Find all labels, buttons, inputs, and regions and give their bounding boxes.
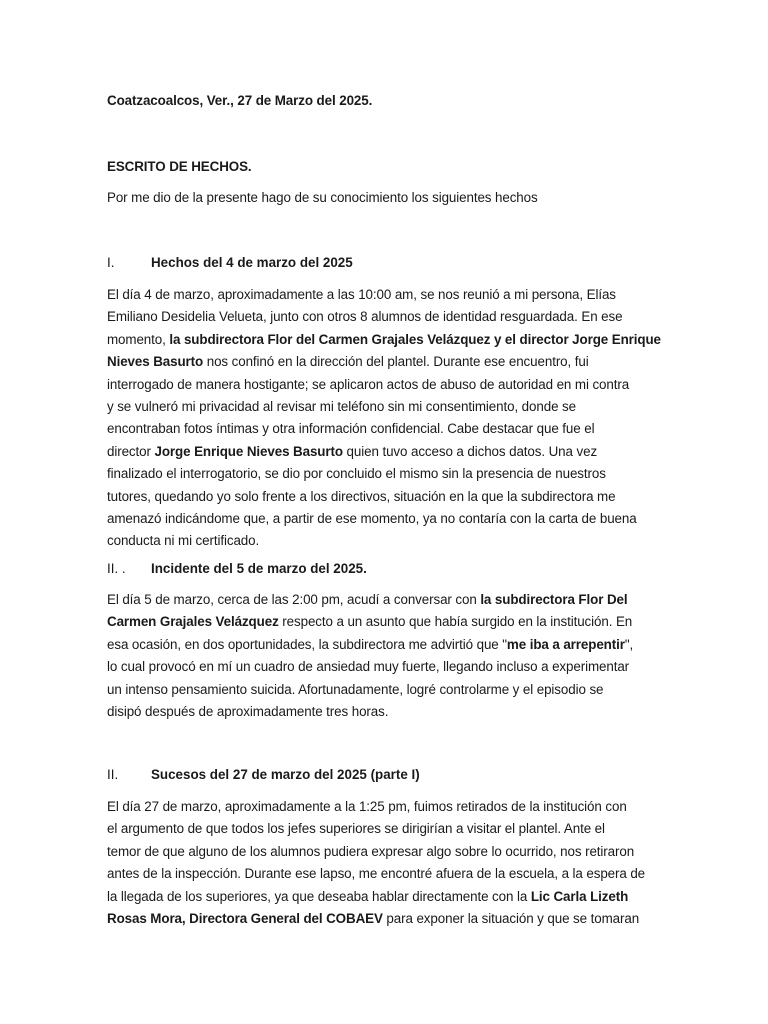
text-run: tutores, quedando yo solo frente a los directivos, situación en la que la subdirectora me: [107, 488, 616, 504]
section-title: Hechos del 4 de marzo del 2025: [151, 255, 353, 270]
paragraph-line: [107, 863, 663, 885]
section-body-3: [107, 796, 663, 930]
bold-text-run: Lic Carla Lizeth: [530, 888, 629, 904]
intro-paragraph: Por me dio de la presente hago de su conocimiento los siguientes hechos: [107, 190, 538, 205]
section-number: I.: [107, 255, 115, 270]
paragraph-line: [107, 886, 663, 908]
text-run: y se vulneró mi privacidad al revisar mi teléfono sin mi consentimiento, donde se: [107, 399, 576, 415]
paragraph-line: [107, 841, 663, 863]
bold-text-run: Rosas Mora, Directora General del COBAEV: [107, 911, 383, 927]
paragraph-line: [107, 589, 663, 611]
bold-text-run: Carmen Grajales Velázquez: [107, 614, 279, 630]
text-run: quien tuvo acceso a dichos datos. Una vez: [342, 443, 598, 459]
text-run: encontraban fotos íntimas y otra información confidencial. Cabe destacar que fue el: [107, 421, 595, 437]
text-run: para exponer la situación y que se tomaran: [382, 911, 640, 927]
text-run: interrogado de manera hostigante; se aplicaron actos de abuso de autoridad en mi contra: [107, 376, 630, 392]
paragraph-line: [107, 656, 663, 678]
text-run: la llegada de los superiores, ya que deseaba hablar directamente con la: [107, 888, 531, 904]
paragraph-line: [107, 634, 663, 656]
paragraph-line: [107, 463, 663, 485]
text-run: lo cual provocó en mí un cuadro de ansiedad muy fuerte, llegando incluso a experimentar: [107, 659, 630, 675]
section-body-2: [107, 589, 663, 723]
bold-text-run: la subdirectora Flor del Carmen Grajales Velázquez y el director Jorge Enrique: [169, 331, 661, 347]
text-run: un intenso pensamiento suicida. Afortunadamente, logré controlarme y el episodio se: [107, 681, 604, 697]
text-run: conducta ni mi certificado.: [107, 533, 260, 549]
paragraph-line: [107, 418, 663, 440]
bold-text-run: me iba a arrepentir: [506, 636, 625, 652]
paragraph-line: [107, 530, 663, 552]
section-heading-3: [107, 764, 420, 786]
paragraph-line: [107, 818, 663, 840]
place-date-line: Coatzacoalcos, Ver., 27 de Marzo del 2025.: [107, 93, 373, 108]
section-heading-1: [107, 252, 353, 274]
paragraph-line: [107, 486, 663, 508]
text-run: El día 27 de marzo, aproximadamente a la 1:25 pm, fuimos retirados de la institución con: [107, 799, 627, 814]
paragraph-line: [107, 508, 663, 530]
text-run: Emiliano Desidelia Velueta, junto con otros 8 alumnos de identidad resguardada. En ese: [107, 309, 623, 325]
paragraph-line: [107, 396, 663, 418]
section-heading-2: [107, 558, 367, 580]
text-run: el argumento de que todos los jefes superiores se dirigirían a visitar el plantel. Ante el: [107, 821, 605, 837]
text-run: temor de que alguno de los alumnos pudiera expresar algo sobre lo ocurrido, nos retiraron: [107, 843, 635, 859]
paragraph-line: [107, 796, 663, 818]
text-run: ",: [624, 636, 634, 652]
text-run: El día 5 de marzo, cerca de las 2:00 pm, acudí a conversar con: [107, 592, 481, 607]
text-run: disipó después de aproximadamente tres horas.: [107, 704, 389, 720]
text-run: amenazó indicándome que, a partir de ese momento, ya no contaría con la carta de buena: [107, 511, 637, 527]
text-run: momento,: [107, 331, 170, 347]
section-number: II.: [107, 767, 119, 782]
text-run: El día 4 de marzo, aproximadamente a las 10:00 am, se nos reunió a mi persona, Elías: [107, 287, 616, 302]
text-run: finalizado el interrogatorio, se dio por concluido el mismo sin la presencia de nuestros: [107, 466, 606, 482]
text-run: respecto a un asunto que había surgido en la institución. En: [278, 614, 633, 630]
section-title: Sucesos del 27 de marzo del 2025 (parte I): [151, 767, 420, 782]
paragraph-line: [107, 908, 663, 930]
bold-text-run: Jorge Enrique Nieves Basurto: [154, 443, 343, 459]
paragraph-line: [107, 701, 663, 723]
paragraph-line: [107, 374, 663, 396]
text-run: nos confinó en la dirección del plantel. Durante ese encuentro, fui: [203, 354, 589, 370]
paragraph-line: [107, 351, 663, 373]
paragraph-line: [107, 611, 663, 633]
section-body-1: [107, 284, 663, 553]
paragraph-line: [107, 306, 663, 328]
text-run: antes de la inspección. Durante ese lapso, me encontré afuera de la escuela, a la espera de: [107, 866, 646, 882]
paragraph-line: [107, 284, 663, 306]
paragraph-line: [107, 679, 663, 701]
document-title: ESCRITO DE HECHOS.: [107, 159, 252, 174]
text-run: esa ocasión, en dos oportunidades, la subdirectora me advirtió que ": [107, 636, 507, 652]
text-run: director: [107, 443, 155, 459]
paragraph-line: [107, 329, 663, 351]
bold-text-run: la subdirectora Flor Del: [480, 592, 628, 607]
paragraph-line: [107, 441, 663, 463]
section-title: Incidente del 5 de marzo del 2025.: [151, 561, 367, 576]
bold-text-run: Nieves Basurto: [107, 354, 204, 370]
section-number: II. .: [107, 561, 126, 576]
